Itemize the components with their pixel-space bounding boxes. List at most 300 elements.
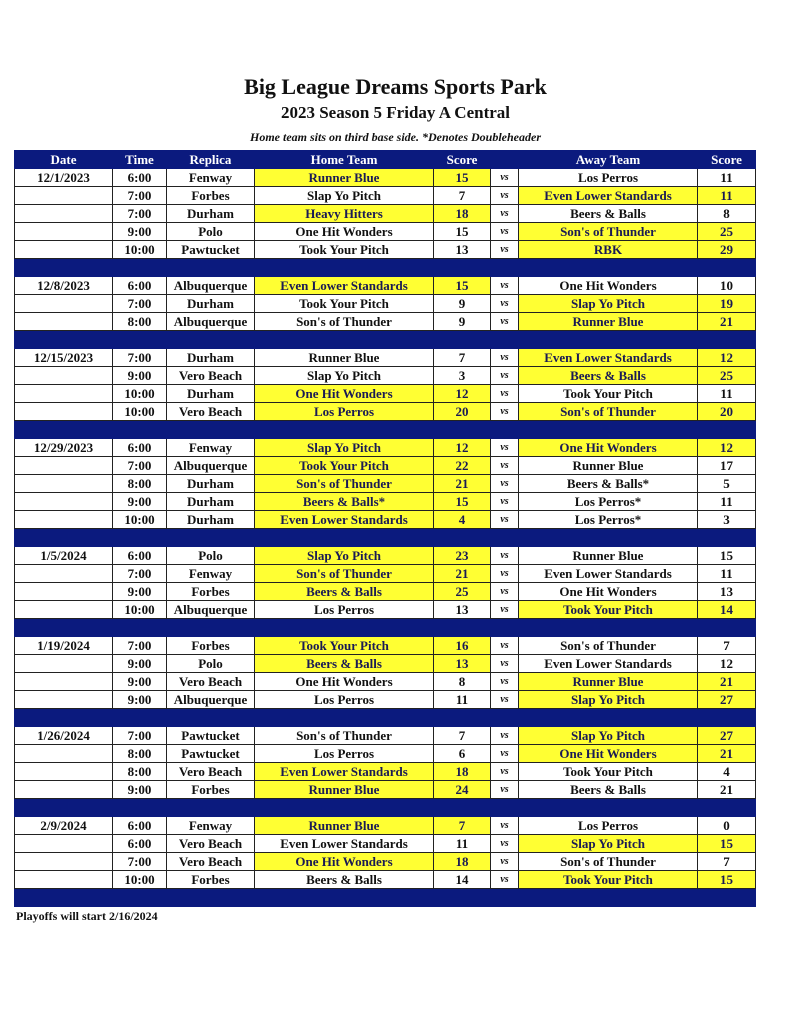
away-team-cell: Slap Yo Pitch <box>519 691 698 709</box>
separator-cell <box>519 421 698 439</box>
time-cell: 9:00 <box>113 493 167 511</box>
vs-cell: vs <box>491 835 519 853</box>
game-row <box>15 169 756 187</box>
header-row <box>15 151 756 169</box>
away-score-cell: 21 <box>698 745 756 763</box>
separator-cell <box>519 889 698 907</box>
home-team-cell: Took Your Pitch <box>255 457 434 475</box>
replica-cell: Fenway <box>167 565 255 583</box>
separator-cell <box>167 259 255 277</box>
home-score-cell: 20 <box>434 403 491 421</box>
time-cell: 8:00 <box>113 763 167 781</box>
away-score-cell: 20 <box>698 403 756 421</box>
separator-cell <box>255 259 434 277</box>
time-cell: 7:00 <box>113 295 167 313</box>
away-team-cell: Even Lower Standards <box>519 565 698 583</box>
week-separator-row <box>15 331 756 349</box>
header-time: Time <box>113 151 167 169</box>
home-team-cell: One Hit Wonders <box>255 223 434 241</box>
away-score-cell: 11 <box>698 565 756 583</box>
separator-cell <box>15 529 113 547</box>
time-cell: 7:00 <box>113 205 167 223</box>
separator-cell <box>434 709 491 727</box>
game-row <box>15 241 756 259</box>
away-score-cell: 7 <box>698 637 756 655</box>
week-separator-row <box>15 889 756 907</box>
away-team-cell: Beers & Balls* <box>519 475 698 493</box>
week-separator-row <box>15 529 756 547</box>
time-cell: 6:00 <box>113 277 167 295</box>
date-cell <box>15 655 113 673</box>
separator-cell <box>491 331 519 349</box>
home-team-cell: Beers & Balls <box>255 583 434 601</box>
date-cell <box>15 871 113 889</box>
time-cell: 7:00 <box>113 187 167 205</box>
time-cell: 7:00 <box>113 853 167 871</box>
vs-cell: vs <box>491 871 519 889</box>
separator-cell <box>491 529 519 547</box>
separator-cell <box>255 709 434 727</box>
date-cell <box>15 385 113 403</box>
away-score-cell: 25 <box>698 223 756 241</box>
game-row <box>15 439 756 457</box>
vs-cell: vs <box>491 241 519 259</box>
vs-cell: vs <box>491 205 519 223</box>
away-team-cell: Took Your Pitch <box>519 871 698 889</box>
game-row <box>15 601 756 619</box>
replica-cell: Durham <box>167 475 255 493</box>
game-row <box>15 781 756 799</box>
date-cell <box>15 835 113 853</box>
separator-cell <box>491 259 519 277</box>
replica-cell: Vero Beach <box>167 673 255 691</box>
away-score-cell: 12 <box>698 439 756 457</box>
home-team-cell: Los Perros <box>255 745 434 763</box>
away-team-cell: Slap Yo Pitch <box>519 295 698 313</box>
away-team-cell: Los Perros* <box>519 493 698 511</box>
home-team-cell: Even Lower Standards <box>255 763 434 781</box>
separator-cell <box>698 259 756 277</box>
away-score-cell: 21 <box>698 781 756 799</box>
away-score-cell: 11 <box>698 169 756 187</box>
separator-cell <box>255 421 434 439</box>
game-row <box>15 691 756 709</box>
away-team-cell: Slap Yo Pitch <box>519 835 698 853</box>
header-home-team: Home Team <box>255 151 434 169</box>
replica-cell: Albuquerque <box>167 691 255 709</box>
time-cell: 7:00 <box>113 457 167 475</box>
game-row <box>15 565 756 583</box>
separator-cell <box>167 889 255 907</box>
date-cell: 2/9/2024 <box>15 817 113 835</box>
game-row <box>15 187 756 205</box>
away-score-cell: 25 <box>698 367 756 385</box>
away-score-cell: 10 <box>698 277 756 295</box>
home-score-cell: 16 <box>434 637 491 655</box>
separator-cell <box>15 421 113 439</box>
home-score-cell: 12 <box>434 439 491 457</box>
vs-cell: vs <box>491 763 519 781</box>
separator-cell <box>15 709 113 727</box>
time-cell: 6:00 <box>113 169 167 187</box>
home-team-cell: Slap Yo Pitch <box>255 187 434 205</box>
away-score-cell: 0 <box>698 817 756 835</box>
separator-cell <box>15 889 113 907</box>
home-score-cell: 21 <box>434 565 491 583</box>
replica-cell: Pawtucket <box>167 241 255 259</box>
separator-cell <box>167 331 255 349</box>
header-away-score: Score <box>698 151 756 169</box>
separator-cell <box>167 421 255 439</box>
vs-cell: vs <box>491 313 519 331</box>
home-score-cell: 25 <box>434 583 491 601</box>
away-score-cell: 13 <box>698 583 756 601</box>
game-row <box>15 511 756 529</box>
replica-cell: Fenway <box>167 817 255 835</box>
away-team-cell: Son's of Thunder <box>519 223 698 241</box>
home-score-cell: 15 <box>434 169 491 187</box>
game-row <box>15 763 756 781</box>
replica-cell: Vero Beach <box>167 763 255 781</box>
home-score-cell: 7 <box>434 817 491 835</box>
separator-cell <box>255 619 434 637</box>
vs-cell: vs <box>491 349 519 367</box>
home-score-cell: 9 <box>434 295 491 313</box>
replica-cell: Albuquerque <box>167 313 255 331</box>
game-row <box>15 673 756 691</box>
away-score-cell: 7 <box>698 853 756 871</box>
away-team-cell: Runner Blue <box>519 547 698 565</box>
home-score-cell: 6 <box>434 745 491 763</box>
separator-cell <box>519 799 698 817</box>
game-row <box>15 367 756 385</box>
date-cell: 1/5/2024 <box>15 547 113 565</box>
away-team-cell: Even Lower Standards <box>519 349 698 367</box>
schedule-note: Home team sits on third base side. *Denotes Doubleheader <box>250 130 541 144</box>
home-team-cell: Took Your Pitch <box>255 241 434 259</box>
home-score-cell: 24 <box>434 781 491 799</box>
replica-cell: Forbes <box>167 583 255 601</box>
home-team-cell: Slap Yo Pitch <box>255 367 434 385</box>
away-team-cell: Son's of Thunder <box>519 403 698 421</box>
vs-cell: vs <box>491 169 519 187</box>
replica-cell: Durham <box>167 205 255 223</box>
date-cell <box>15 745 113 763</box>
replica-cell: Vero Beach <box>167 853 255 871</box>
time-cell: 6:00 <box>113 835 167 853</box>
home-team-cell: Runner Blue <box>255 781 434 799</box>
away-score-cell: 15 <box>698 871 756 889</box>
away-score-cell: 5 <box>698 475 756 493</box>
home-team-cell: Son's of Thunder <box>255 727 434 745</box>
replica-cell: Forbes <box>167 637 255 655</box>
separator-cell <box>113 529 167 547</box>
date-cell <box>15 511 113 529</box>
date-cell <box>15 601 113 619</box>
vs-cell: vs <box>491 583 519 601</box>
home-score-cell: 3 <box>434 367 491 385</box>
separator-cell <box>434 529 491 547</box>
separator-cell <box>519 529 698 547</box>
separator-cell <box>113 331 167 349</box>
time-cell: 9:00 <box>113 673 167 691</box>
home-score-cell: 8 <box>434 673 491 691</box>
separator-cell <box>491 889 519 907</box>
separator-cell <box>519 259 698 277</box>
home-team-cell: Los Perros <box>255 403 434 421</box>
replica-cell: Fenway <box>167 439 255 457</box>
home-score-cell: 21 <box>434 475 491 493</box>
away-team-cell: Runner Blue <box>519 457 698 475</box>
vs-cell: vs <box>491 295 519 313</box>
separator-cell <box>519 619 698 637</box>
separator-cell <box>255 529 434 547</box>
away-score-cell: 8 <box>698 205 756 223</box>
away-team-cell: Took Your Pitch <box>519 763 698 781</box>
replica-cell: Durham <box>167 295 255 313</box>
vs-cell: vs <box>491 367 519 385</box>
replica-cell: Forbes <box>167 187 255 205</box>
separator-cell <box>113 799 167 817</box>
week-separator-row <box>15 421 756 439</box>
date-cell: 12/29/2023 <box>15 439 113 457</box>
home-score-cell: 18 <box>434 205 491 223</box>
separator-cell <box>519 709 698 727</box>
separator-cell <box>434 619 491 637</box>
separator-cell <box>698 421 756 439</box>
date-cell <box>15 241 113 259</box>
separator-cell <box>491 421 519 439</box>
time-cell: 8:00 <box>113 313 167 331</box>
replica-cell: Vero Beach <box>167 367 255 385</box>
time-cell: 8:00 <box>113 745 167 763</box>
away-team-cell: Beers & Balls <box>519 205 698 223</box>
away-team-cell: One Hit Wonders <box>519 583 698 601</box>
replica-cell: Fenway <box>167 169 255 187</box>
date-cell: 12/8/2023 <box>15 277 113 295</box>
home-score-cell: 14 <box>434 871 491 889</box>
home-team-cell: One Hit Wonders <box>255 853 434 871</box>
home-team-cell: Son's of Thunder <box>255 313 434 331</box>
game-row <box>15 493 756 511</box>
away-team-cell: Son's of Thunder <box>519 853 698 871</box>
game-row <box>15 817 756 835</box>
week-separator-row <box>15 799 756 817</box>
vs-cell: vs <box>491 547 519 565</box>
separator-cell <box>434 259 491 277</box>
date-cell <box>15 853 113 871</box>
replica-cell: Vero Beach <box>167 835 255 853</box>
home-team-cell: Slap Yo Pitch <box>255 547 434 565</box>
home-team-cell: Took Your Pitch <box>255 637 434 655</box>
home-team-cell: Slap Yo Pitch <box>255 439 434 457</box>
away-team-cell: Runner Blue <box>519 313 698 331</box>
header-vs <box>491 151 519 169</box>
home-team-cell: Los Perros <box>255 601 434 619</box>
away-team-cell: RBK <box>519 241 698 259</box>
date-cell <box>15 295 113 313</box>
vs-cell: vs <box>491 655 519 673</box>
separator-cell <box>167 529 255 547</box>
week-separator-row <box>15 259 756 277</box>
vs-cell: vs <box>491 637 519 655</box>
home-team-cell: Took Your Pitch <box>255 295 434 313</box>
away-team-cell: Beers & Balls <box>519 367 698 385</box>
vs-cell: vs <box>491 781 519 799</box>
replica-cell: Albuquerque <box>167 601 255 619</box>
away-score-cell: 17 <box>698 457 756 475</box>
home-score-cell: 7 <box>434 187 491 205</box>
date-cell <box>15 763 113 781</box>
separator-cell <box>255 889 434 907</box>
game-row <box>15 835 756 853</box>
away-score-cell: 12 <box>698 349 756 367</box>
separator-cell <box>15 799 113 817</box>
home-team-cell: Runner Blue <box>255 817 434 835</box>
away-team-cell: Runner Blue <box>519 673 698 691</box>
week-separator-row <box>15 709 756 727</box>
vs-cell: vs <box>491 385 519 403</box>
date-cell <box>15 583 113 601</box>
away-score-cell: 3 <box>698 511 756 529</box>
home-team-cell: Los Perros <box>255 691 434 709</box>
replica-cell: Pawtucket <box>167 745 255 763</box>
home-score-cell: 23 <box>434 547 491 565</box>
home-score-cell: 11 <box>434 835 491 853</box>
replica-cell: Durham <box>167 511 255 529</box>
vs-cell: vs <box>491 511 519 529</box>
separator-cell <box>491 619 519 637</box>
time-cell: 9:00 <box>113 223 167 241</box>
time-cell: 8:00 <box>113 475 167 493</box>
game-row <box>15 655 756 673</box>
vs-cell: vs <box>491 673 519 691</box>
game-row <box>15 637 756 655</box>
separator-cell <box>113 709 167 727</box>
away-team-cell: Beers & Balls <box>519 781 698 799</box>
game-row <box>15 205 756 223</box>
away-score-cell: 11 <box>698 493 756 511</box>
away-score-cell: 4 <box>698 763 756 781</box>
away-team-cell: Slap Yo Pitch <box>519 727 698 745</box>
game-row <box>15 313 756 331</box>
game-row <box>15 223 756 241</box>
header-date: Date <box>15 151 113 169</box>
replica-cell: Vero Beach <box>167 403 255 421</box>
separator-cell <box>113 421 167 439</box>
game-row <box>15 547 756 565</box>
separator-cell <box>113 619 167 637</box>
separator-cell <box>491 709 519 727</box>
replica-cell: Durham <box>167 349 255 367</box>
vs-cell: vs <box>491 187 519 205</box>
separator-cell <box>698 889 756 907</box>
away-score-cell: 15 <box>698 835 756 853</box>
home-team-cell: Beers & Balls <box>255 655 434 673</box>
date-cell <box>15 475 113 493</box>
time-cell: 9:00 <box>113 583 167 601</box>
separator-cell <box>519 331 698 349</box>
date-cell <box>15 565 113 583</box>
game-row <box>15 745 756 763</box>
header-home-score: Score <box>434 151 491 169</box>
home-team-cell: Even Lower Standards <box>255 835 434 853</box>
away-score-cell: 21 <box>698 313 756 331</box>
home-score-cell: 13 <box>434 601 491 619</box>
time-cell: 10:00 <box>113 511 167 529</box>
home-score-cell: 15 <box>434 277 491 295</box>
vs-cell: vs <box>491 727 519 745</box>
game-row <box>15 853 756 871</box>
week-separator-row <box>15 619 756 637</box>
playoffs-note: Playoffs will start 2/16/2024 <box>16 909 158 923</box>
time-cell: 7:00 <box>113 727 167 745</box>
separator-cell <box>167 619 255 637</box>
away-score-cell: 11 <box>698 385 756 403</box>
time-cell: 9:00 <box>113 781 167 799</box>
replica-cell: Durham <box>167 493 255 511</box>
away-team-cell: Son's of Thunder <box>519 637 698 655</box>
separator-cell <box>434 889 491 907</box>
away-team-cell: One Hit Wonders <box>519 439 698 457</box>
date-cell <box>15 457 113 475</box>
time-cell: 7:00 <box>113 637 167 655</box>
game-row <box>15 727 756 745</box>
away-team-cell: Los Perros <box>519 169 698 187</box>
date-cell <box>15 313 113 331</box>
replica-cell: Polo <box>167 655 255 673</box>
date-cell <box>15 187 113 205</box>
home-score-cell: 9 <box>434 313 491 331</box>
separator-cell <box>698 529 756 547</box>
away-score-cell: 15 <box>698 547 756 565</box>
time-cell: 7:00 <box>113 349 167 367</box>
date-cell: 12/15/2023 <box>15 349 113 367</box>
home-team-cell: Heavy Hitters <box>255 205 434 223</box>
game-row <box>15 295 756 313</box>
vs-cell: vs <box>491 493 519 511</box>
time-cell: 6:00 <box>113 817 167 835</box>
time-cell: 7:00 <box>113 565 167 583</box>
page-title: Big League Dreams Sports Park <box>244 74 547 99</box>
separator-cell <box>167 709 255 727</box>
game-row <box>15 277 756 295</box>
home-team-cell: Son's of Thunder <box>255 475 434 493</box>
separator-cell <box>434 799 491 817</box>
time-cell: 10:00 <box>113 403 167 421</box>
separator-cell <box>255 799 434 817</box>
date-cell <box>15 493 113 511</box>
replica-cell: Forbes <box>167 781 255 799</box>
time-cell: 9:00 <box>113 691 167 709</box>
away-score-cell: 14 <box>698 601 756 619</box>
header-replica: Replica <box>167 151 255 169</box>
header-away-team: Away Team <box>519 151 698 169</box>
vs-cell: vs <box>491 439 519 457</box>
home-team-cell: Even Lower Standards <box>255 277 434 295</box>
away-team-cell: One Hit Wonders <box>519 745 698 763</box>
home-score-cell: 12 <box>434 385 491 403</box>
date-cell <box>15 205 113 223</box>
away-score-cell: 11 <box>698 187 756 205</box>
replica-cell: Polo <box>167 547 255 565</box>
away-score-cell: 21 <box>698 673 756 691</box>
time-cell: 10:00 <box>113 871 167 889</box>
home-score-cell: 15 <box>434 493 491 511</box>
away-score-cell: 27 <box>698 691 756 709</box>
home-score-cell: 22 <box>434 457 491 475</box>
separator-cell <box>255 331 434 349</box>
